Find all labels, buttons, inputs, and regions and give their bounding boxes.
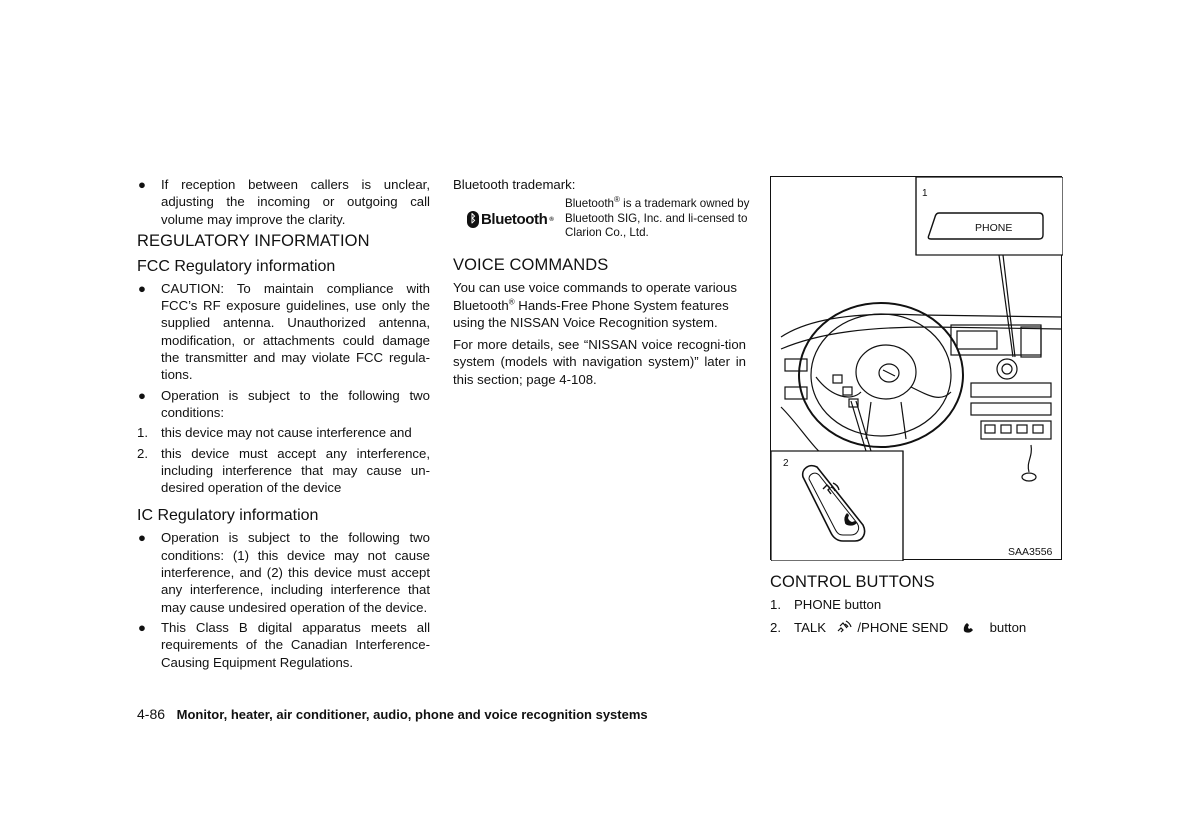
bt-note-rest: is a trademark owned by Bluetooth SIG, Inc. and li-censed to Clarion Co., Ltd. bbox=[565, 197, 750, 240]
figure-code: SAA3556 bbox=[1008, 546, 1053, 558]
bullet-text: Operation is subject to the following two conditions: (1) this device may not cause interference, and (2) this device must accept any interference, including interference that may cause undesired operation of the device. bbox=[161, 530, 430, 615]
bluetooth-rune-icon: ᛒ bbox=[467, 211, 479, 228]
list-item bbox=[137, 280, 430, 384]
numbered-item bbox=[137, 424, 430, 441]
list-item bbox=[137, 529, 430, 615]
list-item bbox=[137, 176, 430, 228]
bullet-text: Operation is subject to the following two conditions: bbox=[161, 387, 430, 420]
bullet-dot-icon: ● bbox=[138, 530, 146, 546]
heading-control-buttons: CONTROL BUTTONS bbox=[770, 573, 935, 591]
item-number: 2. bbox=[137, 445, 148, 461]
figure-illustration bbox=[771, 177, 1063, 561]
heading-regulatory: REGULATORY INFORMATION bbox=[137, 231, 370, 250]
bullet-text: This Class B digital apparatus meets all requirements of the Canadian Interference-Causing Equipment Regulations. bbox=[161, 619, 430, 670]
page-number: 4-86 bbox=[137, 706, 166, 722]
talk-label: TALK bbox=[794, 620, 827, 636]
heading-ic: IC Regulatory information bbox=[137, 507, 319, 525]
registered-mark: ® bbox=[614, 195, 620, 205]
voice-p1-b: Hands-Free Phone System features using the NISSAN Voice Recognition system. bbox=[453, 297, 729, 330]
list-item bbox=[137, 387, 430, 422]
right-column bbox=[770, 176, 1064, 641]
bullet-dot-icon: ● bbox=[138, 177, 146, 192]
bluetooth-trademark-note bbox=[565, 197, 750, 241]
talk-voice-icon bbox=[836, 620, 852, 638]
phone-handset-icon bbox=[962, 620, 974, 637]
voice-paragraph-1 bbox=[453, 279, 746, 331]
item-text: this device may not cause interference and bbox=[161, 425, 412, 441]
button-suffix: button bbox=[989, 620, 1027, 636]
phone-send-label: /PHONE SEND bbox=[857, 620, 949, 636]
bullet-dot-icon: ● bbox=[138, 280, 146, 296]
phone-button-label: PHONE bbox=[975, 222, 1013, 234]
bullet-text: CAUTION: To maintain compliance with FCC’s RF exposure guidelines, use only the supplied antenna. Unauthorized antenna, modification, or attachments could damage the transmitter and may violate FCC regula-tions. bbox=[161, 280, 430, 383]
item-text: PHONE button bbox=[794, 597, 882, 612]
page-footer bbox=[137, 706, 648, 722]
callout-2: 2 bbox=[783, 458, 789, 469]
middle-column bbox=[453, 176, 750, 393]
voice-paragraph-2: For more details, see “NISSAN voice recogni-tion system (models with navigation system)” later in this section; page 4-108. bbox=[453, 337, 746, 387]
registered-mark: ® bbox=[508, 297, 515, 307]
left-column bbox=[137, 176, 430, 674]
callout-1: 1 bbox=[922, 188, 928, 199]
item-number: 2. bbox=[770, 620, 781, 636]
heading-fcc: FCC Regulatory information bbox=[137, 257, 336, 275]
bullet-dot-icon: ● bbox=[138, 619, 146, 635]
bt-intro: Bluetooth trademark: bbox=[453, 177, 576, 192]
bullet-text: If reception between callers is unclear, adjusting the incoming or outgoing call volume may improve the clarity. bbox=[161, 177, 430, 227]
bt-note-word: Bluetooth bbox=[565, 197, 614, 211]
section-title: Monitor, heater, air conditioner, audio, phone and voice recognition systems bbox=[176, 707, 648, 722]
bluetooth-logo-word: Bluetooth bbox=[481, 211, 548, 229]
heading-voice-commands: VOICE COMMANDS bbox=[453, 256, 609, 275]
item-number: 1. bbox=[770, 597, 781, 612]
numbered-item bbox=[137, 445, 430, 497]
bluetooth-trademark-block bbox=[453, 195, 750, 249]
bluetooth-logo: ᛒ Bluetooth ® bbox=[467, 211, 553, 228]
item-number: 1. bbox=[137, 425, 148, 441]
item-text: this device must accept any interference, including interference that may cause un-desired operation of the device bbox=[161, 445, 430, 496]
figure-steering-wheel bbox=[770, 176, 1062, 560]
voice-p1-a: You can use voice commands to operate various Bluetooth bbox=[453, 280, 737, 313]
list-item bbox=[137, 619, 430, 671]
numbered-item bbox=[770, 619, 1064, 638]
bullet-dot-icon: ● bbox=[138, 387, 146, 403]
numbered-item bbox=[770, 596, 1064, 613]
